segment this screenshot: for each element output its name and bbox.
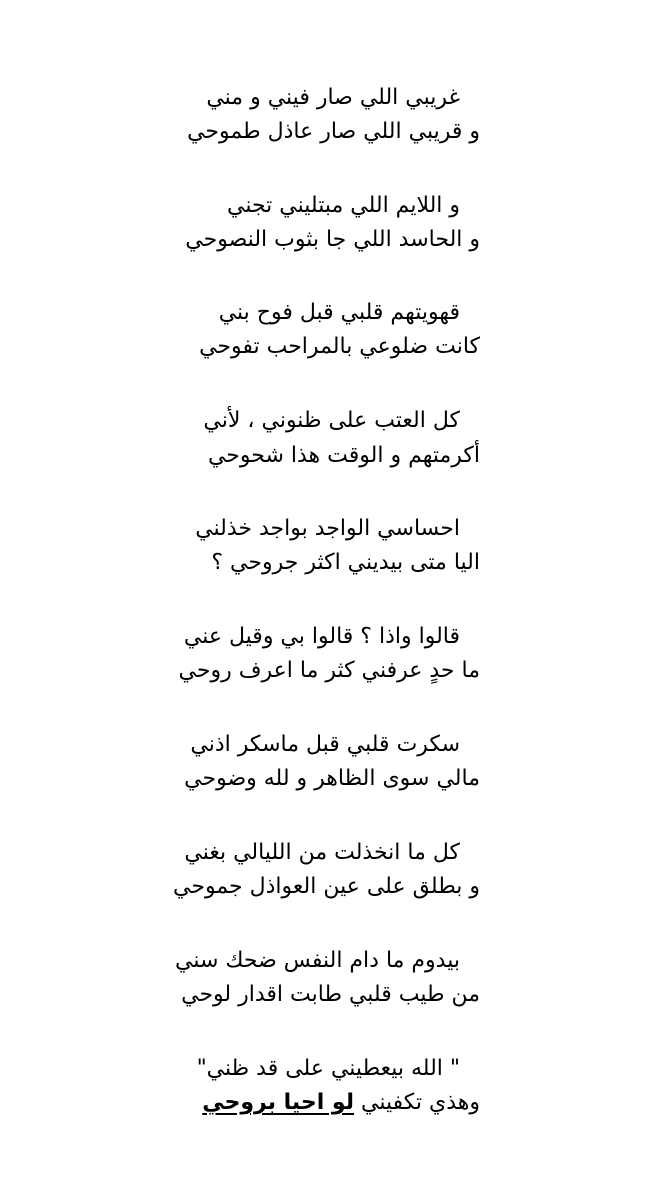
stanza-9-line-1: بيدوم ما دام النفس ضحك سني <box>174 948 460 973</box>
stanza-7-line-1: سكرت قلبي قبل ماسكر اذني <box>190 732 460 757</box>
stanza-5-line-1: احساسي الواجد بواجد خذلني <box>195 516 460 541</box>
final-stanza-line-2 <box>202 1089 480 1117</box>
stanza-2-line-2: و الحاسد اللي جا بثوب النصوحي <box>185 227 480 252</box>
stanza-6-line-1: قالوا واذا ؟ قالوا بي وقيل عني <box>183 624 460 649</box>
final-stanza-line-1: " الله بيعطيني على قد ظني" <box>196 1056 460 1081</box>
final-line-prefix: وهذي تكفيني <box>360 1090 480 1115</box>
stanza-6-line-2: ما حدٍ عرفني كثر ما اعرف روحي <box>178 658 480 683</box>
stanza-5-line-2: اليا متى بيديني اكثر جروحي ؟ <box>211 550 480 575</box>
stanza-4-line-2: أكرمتهم و الوقت هذا شحوحي <box>207 443 480 468</box>
stanza-7-line-2: مالي سوى الظاهر و لله وضوحي <box>184 766 480 791</box>
stanza-3-line-1: قهويتهم قلبي قبل فوح بني <box>218 300 460 325</box>
stanza-8-line-1: كل ما انخذلت من الليالي بغني <box>184 840 460 865</box>
stanza-4-line-1: كل العتب على ظنوني ، لأني <box>203 408 460 433</box>
final-line-emphasis: لو احيا بروحي <box>202 1090 354 1115</box>
stanza-3-line-2: كانت ضلوعي بالمراحب تفوحي <box>199 334 480 359</box>
stanza-1-line-1: غريبي اللي صار فيني و مني <box>206 85 460 110</box>
stanza-9-line-2: من طيب قلبي طابت اقدار لوحي <box>181 982 480 1007</box>
stanza-2-line-1: و اللايم اللي مبتليني تجني <box>227 193 460 218</box>
stanza-8-line-2: و بطلق على عين العواذل جموحي <box>173 874 480 899</box>
stanza-1-line-2: و قريبي اللي صار عاذل طموحي <box>187 119 480 144</box>
